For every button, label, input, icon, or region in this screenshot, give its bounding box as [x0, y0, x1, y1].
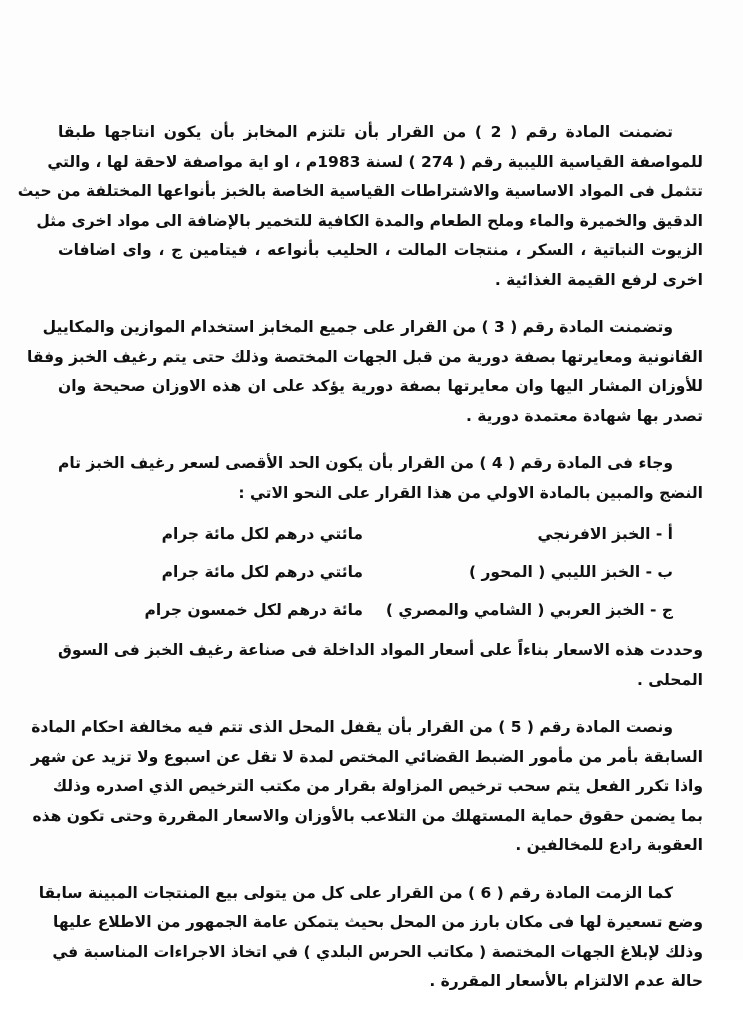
text-line: الزيوت النباتية ، السكر ، منتجات المالت ، الحليب بأنواعه ، فيتامين ج ، واى اضافات — [58, 241, 703, 259]
bread-type-label: أ - الخبز الافرنجي — [537, 525, 673, 544]
paragraph-article-4 — [58, 449, 703, 508]
text-line: المحلى . — [637, 670, 703, 689]
text-line: كما الزمت المادة رقم ( 6 ) من القرار على كل من يتولى بيع المنتجات المبينة سابقا — [38, 883, 673, 902]
bread-price-value: مائة درهم لكل خمسون جرام — [144, 601, 363, 620]
text-line: للأوزان المشار اليها وان معايرتها بصفة دورية يؤكد على ان هذه الاوزان صحيحة وان — [58, 377, 703, 395]
text-line: السابقة بأمر من مأمور الضبط القضائي المختص لمدة لا تقل عن اسبوع ولا تزيد عن شهر — [31, 747, 703, 766]
price-row — [58, 554, 703, 592]
text-line: حالة عدم الالتزام بالأسعار المقررة . — [429, 972, 703, 990]
bread-type-label: ج - الخبز العربي ( الشامي والمصري ) — [385, 601, 673, 620]
text-line: تتثمل فى المواد الاساسية والاشتراطات القياسية الخاصة بالخبز بأنواعها المختلفة من حيث — [17, 182, 703, 200]
text-line: القانونية ومعايرتها بصفة دورية من قبل الجهات المختصة وذلك حتى يتم رغيف الخبز وفقا — [27, 347, 703, 366]
paragraph-article-5 — [31, 713, 703, 861]
text-line: ونصت المادة رقم ( 5 ) من القرار بأن يقفل المحل الذى تتم فيه مخالفة احكام المادة — [31, 718, 673, 736]
paragraph-article-6 — [38, 879, 703, 997]
bread-price-value: مائتي درهم لكل مائة جرام — [161, 525, 363, 544]
text-line: وتضمنت المادة رقم ( 3 ) من القرار على جميع المخابز استخدام الموازين والمكاييل — [42, 318, 673, 336]
text-line: واذا تكرر الفعل يتم سحب ترخيص المزاولة بقرار من مكتب الترخيص الذي اصدره وذلك — [52, 777, 703, 795]
bread-type-label: ب - الخبز الليبي ( المحور ) — [469, 563, 673, 582]
text-line: وحددت هذه الاسعار بناءاً على أسعار المواد الداخلة فى صناعة رغيف الخبز فى السوق — [58, 641, 703, 659]
bread-price-value: مائتي درهم لكل مائة جرام — [161, 563, 363, 582]
text-line: اخرى لرفع القيمة الغذائية . — [494, 270, 703, 289]
text-line: تصدر بها شهادة معتمدة دورية . — [465, 406, 703, 425]
document-body — [17, 118, 703, 1015]
paragraph-price-basis — [58, 636, 703, 695]
paragraph-article-3 — [27, 313, 703, 431]
text-line: تضمنت المادة رقم ( 2 ) من القرار بأن تلتزم المخابز بأن يكون انتاجها طبقا — [58, 123, 673, 141]
price-list — [58, 516, 703, 630]
price-row — [58, 516, 703, 554]
text-line: وذلك لإبلاغ الجهات المختصة ( مكاتب الحرس البلدي ) في اتخاذ الاجراءات المناسبة في — [52, 942, 703, 961]
paragraph-article-2 — [17, 118, 703, 295]
text-line: العقوبة رادع للمخالفين . — [515, 836, 703, 854]
text-line: للمواصفة القياسية الليبية رقم ( 274 ) لسنة 1983م ، او اية مواصفة لاحقة لها ، والتي — [47, 152, 703, 171]
price-row — [58, 592, 703, 630]
text-line: وضع تسعيرة لها فى مكان بارز من المحل بحيث يتمكن عامة الجمهور من الاطلاع عليها — [53, 913, 703, 931]
text-line: وجاء فى المادة رقم ( 4 ) من القرار بأن يكون الحد الأقصى لسعر رغيف الخبز تام — [58, 454, 673, 472]
text-line: بما يضمن حقوق حماية المستهلك من التلاعب بالأوزان والاسعار المقررة وحتى تكون هذه — [32, 806, 703, 825]
text-line: النضج والمبين بالمادة الاولي من هذا القرار على النحو الاتي : — [238, 483, 703, 502]
text-line: الدقيق والخميرة والماء وملح الطعام والمدة الكافية للتخمير بالإضافة الى مواد اخرى مثل — [36, 211, 703, 230]
